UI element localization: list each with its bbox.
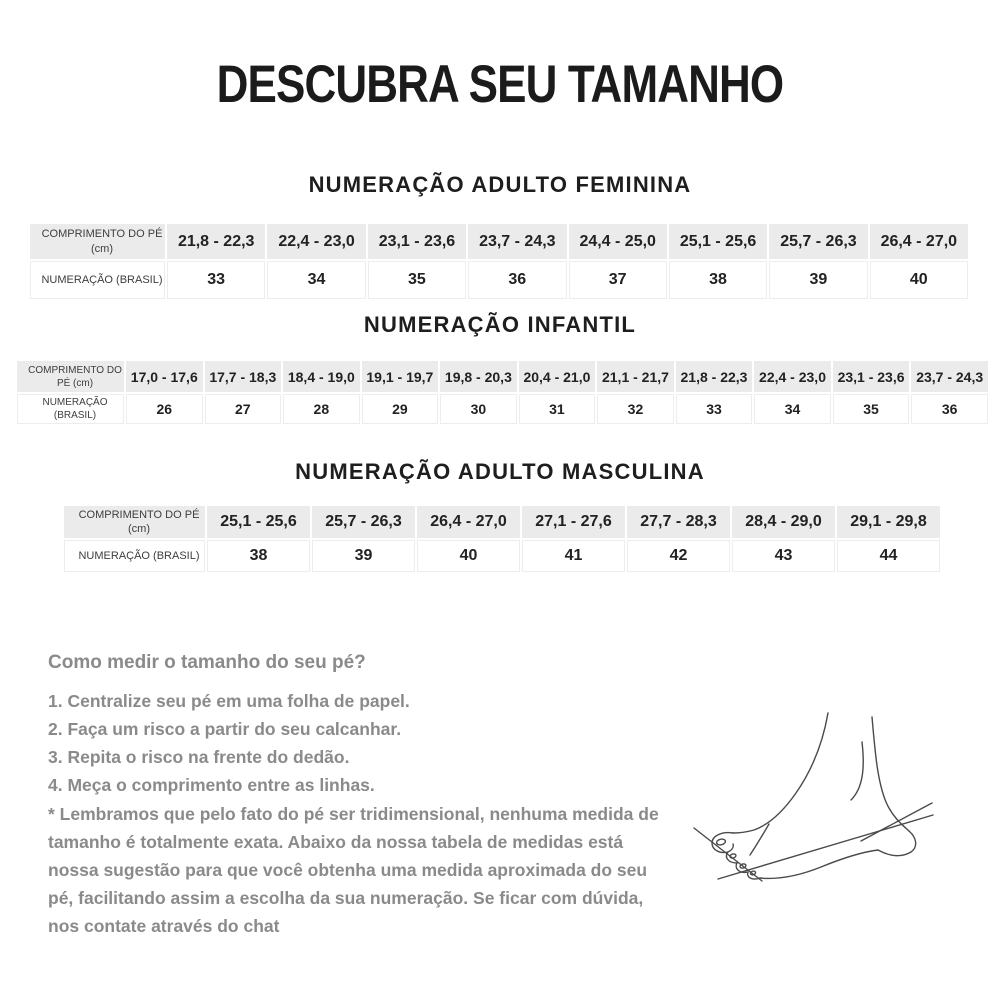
foot-length-row [30, 224, 968, 259]
foot-length-row [17, 361, 988, 392]
section-title-masculina: NUMERAÇÃO ADULTO MASCULINA [295, 459, 705, 484]
shoe-size-cell: 39 [769, 261, 867, 299]
size-table-feminina [28, 222, 970, 301]
foot-length-range-cell: 20,4 - 21,0 [519, 361, 596, 392]
shoe-size-cell: 31 [519, 394, 596, 424]
shoe-size-cell: 32 [597, 394, 674, 424]
howto-step-2: 2. Faça um risco a partir do seu calcanhar. [48, 719, 402, 739]
shoe-size-cell: 26 [126, 394, 203, 424]
shoe-size-cell: 39 [312, 540, 415, 572]
shoe-size-cell: 36 [468, 261, 566, 299]
foot-length-range-cell: 24,4 - 25,0 [569, 224, 667, 259]
foot-length-range-cell: 23,1 - 23,6 [368, 224, 466, 259]
shoe-size-cell: 28 [283, 394, 360, 424]
shoe-size-cell: 37 [569, 261, 667, 299]
foot-length-range-cell: 26,4 - 27,0 [870, 224, 968, 259]
shoe-size-cell: 29 [362, 394, 439, 424]
shoe-size-cell: 41 [522, 540, 625, 572]
size-table-masculina [62, 504, 942, 574]
foot-length-range-cell: 17,0 - 17,6 [126, 361, 203, 392]
row-label-foot-length: COMPRIMENTO DO PÉ (cm) [64, 506, 205, 538]
foot-length-range-cell: 23,7 - 24,3 [911, 361, 988, 392]
howto-step-3: 3. Repita o risco na frente do dedão. [48, 747, 350, 767]
shoe-size-cell: 43 [732, 540, 835, 572]
foot-length-row [64, 506, 940, 538]
row-label-shoe-size: NUMERAÇÃO (BRASIL) [64, 540, 205, 572]
shoe-size-row [30, 261, 968, 299]
foot-illustration-icon [685, 700, 945, 900]
shoe-size-cell: 40 [870, 261, 968, 299]
foot-length-range-cell: 23,1 - 23,6 [833, 361, 910, 392]
foot-length-range-cell: 22,4 - 23,0 [754, 361, 831, 392]
shoe-size-row [17, 394, 988, 424]
row-label-shoe-size: NUMERAÇÃO (BRASIL) [17, 394, 124, 424]
foot-length-range-cell: 19,8 - 20,3 [440, 361, 517, 392]
foot-length-range-cell: 22,4 - 23,0 [267, 224, 365, 259]
shoe-size-cell: 27 [205, 394, 282, 424]
howto-step-1: 1. Centralize seu pé em uma folha de papel. [48, 691, 410, 711]
row-label-foot-length: COMPRIMENTO DO PÉ (cm) [17, 361, 124, 392]
shoe-size-cell: 30 [440, 394, 517, 424]
shoe-size-row [64, 540, 940, 572]
row-label-foot-length: COMPRIMENTO DO PÉ (cm) [30, 224, 165, 259]
foot-length-range-cell: 17,7 - 18,3 [205, 361, 282, 392]
shoe-size-cell: 33 [167, 261, 265, 299]
foot-length-range-cell: 23,7 - 24,3 [468, 224, 566, 259]
shoe-size-cell: 35 [833, 394, 910, 424]
page-title: DESCUBRA SEU TAMANHO [216, 54, 784, 114]
section-title-infantil: NUMERAÇÃO INFANTIL [363, 312, 637, 337]
foot-length-range-cell: 21,8 - 22,3 [167, 224, 265, 259]
size-table-infantil [15, 359, 990, 426]
shoe-size-cell: 44 [837, 540, 940, 572]
foot-length-range-cell: 21,8 - 22,3 [676, 361, 753, 392]
foot-length-range-cell: 25,7 - 26,3 [769, 224, 867, 259]
howto-heading: Como medir o tamanho do seu pé? [48, 652, 366, 673]
shoe-size-cell: 40 [417, 540, 520, 572]
measurement-note: * Lembramos que pelo fato do pé ser tridimensional, nenhuma medida de tamanho é totalmente exata. Abaixo da nossa tabela de medidas está nossa sugestão para que você obtenha uma medida aproximada do seu pé, facilitando assim a escolha da sua numeração. Se ficar com dúvida, nos contate através do chat [48, 804, 659, 936]
howto-steps [48, 687, 410, 799]
row-label-shoe-size: NUMERAÇÃO (BRASIL) [30, 261, 165, 299]
shoe-size-cell: 38 [669, 261, 767, 299]
foot-length-range-cell: 29,1 - 29,8 [837, 506, 940, 538]
shoe-size-cell: 33 [676, 394, 753, 424]
shoe-size-cell: 42 [627, 540, 730, 572]
shoe-size-cell: 34 [267, 261, 365, 299]
foot-length-range-cell: 28,4 - 29,0 [732, 506, 835, 538]
foot-length-range-cell: 25,7 - 26,3 [312, 506, 415, 538]
shoe-size-cell: 35 [368, 261, 466, 299]
foot-length-range-cell: 18,4 - 19,0 [283, 361, 360, 392]
foot-length-range-cell: 26,4 - 27,0 [417, 506, 520, 538]
foot-length-range-cell: 27,7 - 28,3 [627, 506, 730, 538]
section-title-feminina: NUMERAÇÃO ADULTO FEMININA [308, 172, 692, 197]
foot-length-range-cell: 19,1 - 19,7 [362, 361, 439, 392]
howto-step-4: 4. Meça o comprimento entre as linhas. [48, 775, 375, 795]
shoe-size-cell: 34 [754, 394, 831, 424]
foot-length-range-cell: 27,1 - 27,6 [522, 506, 625, 538]
foot-length-range-cell: 21,1 - 21,7 [597, 361, 674, 392]
foot-length-range-cell: 25,1 - 25,6 [207, 506, 310, 538]
foot-length-range-cell: 25,1 - 25,6 [669, 224, 767, 259]
shoe-size-cell: 36 [911, 394, 988, 424]
shoe-size-cell: 38 [207, 540, 310, 572]
